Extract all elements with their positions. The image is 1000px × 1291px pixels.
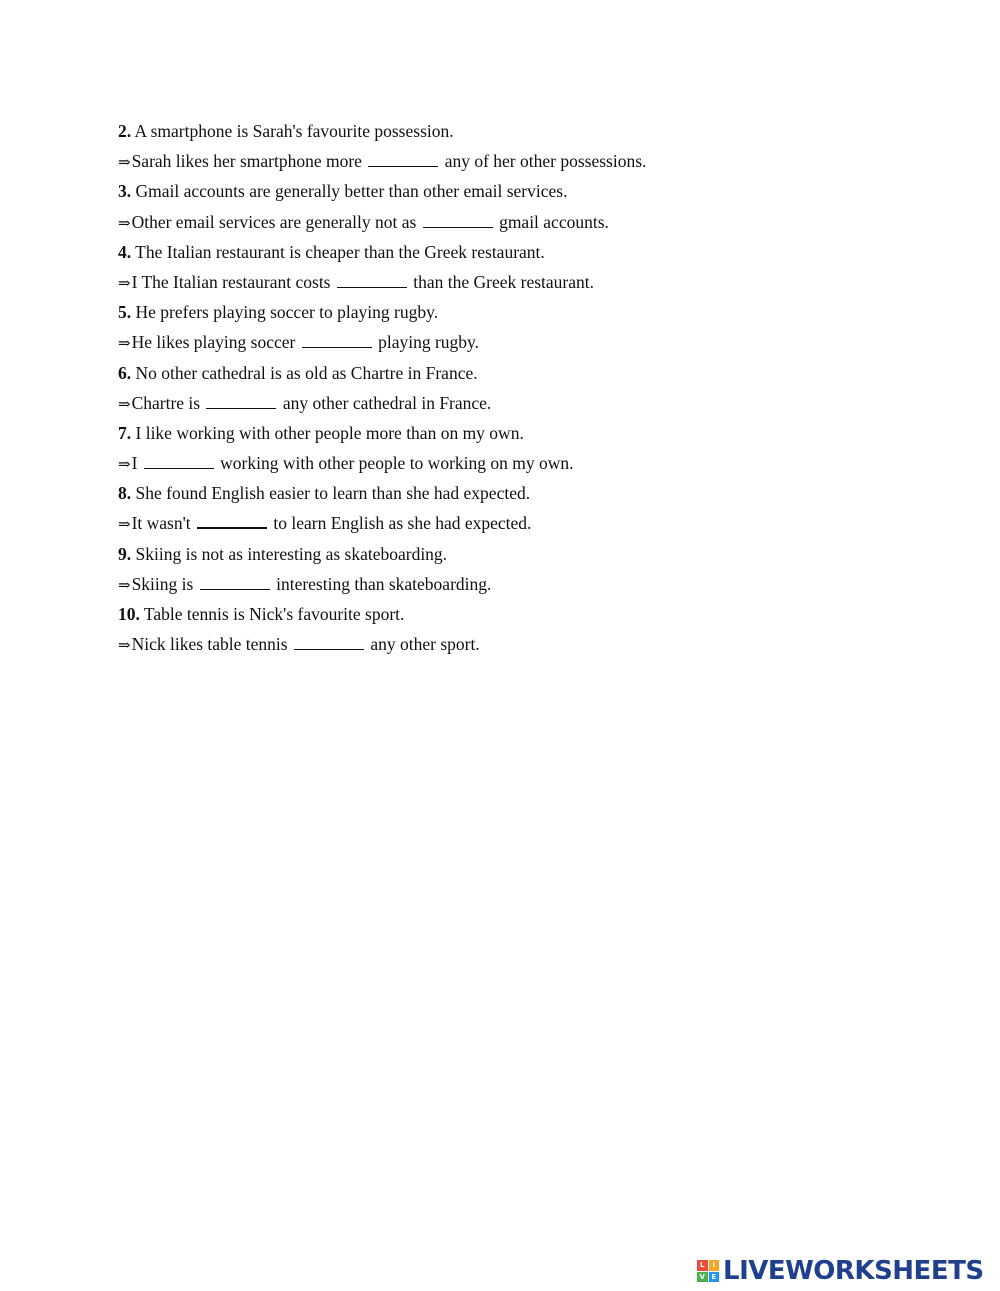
question-number: 4.	[118, 241, 132, 262]
rewrite-line	[118, 207, 938, 237]
liveworksheets-logo	[697, 1257, 984, 1285]
question-sentence: A smartphone is Sarah's favourite possession.	[131, 121, 454, 141]
rewrite-end: working with other people to working on my own.	[220, 453, 574, 474]
rewrite-end: interesting than skateboarding.	[276, 573, 492, 594]
rewrite-end: any of her other possessions.	[444, 151, 647, 172]
logo-letter: V	[697, 1272, 708, 1283]
logo-letter: I	[709, 1260, 720, 1271]
arrow-icon: ⇒	[118, 153, 131, 172]
question-number: 9.	[118, 543, 132, 564]
rewrite-end: than the Greek restaurant.	[413, 271, 595, 292]
answer-blank[interactable]	[144, 467, 214, 469]
arrow-icon: ⇒	[118, 636, 131, 655]
question-number: 8.	[118, 483, 132, 504]
rewrite-start: I	[131, 453, 138, 474]
rewrite-start: Nick likes table tennis	[131, 634, 288, 655]
question-line	[118, 237, 938, 267]
rewrite-start: He likes playing soccer	[131, 332, 296, 353]
answer-blank[interactable]	[337, 286, 407, 288]
rewrite-start: Chartre is	[131, 392, 201, 413]
exercise-list	[118, 116, 938, 659]
answer-blank[interactable]	[197, 526, 267, 529]
rewrite-line	[118, 629, 938, 659]
question-number: 2.	[118, 121, 132, 141]
rewrite-line	[118, 327, 938, 357]
logo-letter: E	[709, 1272, 720, 1283]
arrow-icon: ⇒	[118, 394, 131, 413]
question-number: 10.	[118, 604, 140, 624]
question-sentence: She found English easier to learn than she had expected.	[131, 483, 531, 504]
arrow-icon: ⇒	[118, 515, 131, 534]
rewrite-line	[118, 388, 938, 418]
logo-icon	[697, 1260, 719, 1282]
question-line	[118, 478, 938, 508]
rewrite-start: I The Italian restaurant costs	[131, 271, 331, 292]
rewrite-line	[118, 146, 938, 176]
arrow-icon: ⇒	[118, 575, 131, 594]
rewrite-start: Other email services are generally not as	[131, 211, 417, 232]
rewrite-line	[118, 448, 938, 478]
question-sentence: Gmail accounts are generally better than other email services.	[131, 181, 568, 202]
rewrite-start: Sarah likes her smartphone more	[131, 151, 362, 172]
answer-blank[interactable]	[294, 648, 364, 650]
question-sentence: The Italian restaurant is cheaper than the Greek restaurant.	[131, 241, 545, 262]
answer-blank[interactable]	[206, 407, 276, 409]
question-sentence: Table tennis is Nick's favourite sport.	[139, 604, 405, 624]
question-number: 6.	[118, 362, 132, 383]
question-number: 7.	[118, 422, 132, 443]
rewrite-end: any other cathedral in France.	[282, 392, 492, 413]
question-sentence: No other cathedral is as old as Chartre in France.	[131, 362, 478, 383]
question-line	[118, 176, 938, 206]
rewrite-end: any other sport.	[370, 634, 480, 655]
question-number: 3.	[118, 181, 132, 202]
question-sentence: I like working with other people more than on my own.	[131, 422, 524, 443]
question-line	[118, 116, 938, 146]
arrow-icon: ⇒	[118, 273, 131, 292]
rewrite-end: playing rugby.	[378, 332, 480, 353]
arrow-icon: ⇒	[118, 455, 131, 474]
arrow-icon: ⇒	[118, 334, 131, 353]
rewrite-line	[118, 267, 938, 297]
question-line	[118, 297, 938, 327]
brand-name: LIVEWORKSHEETS	[723, 1256, 984, 1286]
answer-blank[interactable]	[368, 165, 438, 167]
rewrite-start: It wasn't	[131, 513, 191, 534]
rewrite-line	[118, 569, 938, 599]
rewrite-line	[118, 508, 938, 538]
rewrite-end: to learn English as she had expected.	[273, 513, 532, 534]
rewrite-end: gmail accounts.	[499, 211, 609, 232]
question-line	[118, 539, 938, 569]
answer-blank[interactable]	[200, 588, 270, 590]
question-number: 5.	[118, 302, 132, 323]
answer-blank[interactable]	[302, 346, 372, 348]
question-sentence: Skiing is not as interesting as skateboarding.	[131, 543, 448, 564]
question-line	[118, 599, 938, 629]
question-line	[118, 418, 938, 448]
answer-blank[interactable]	[423, 226, 493, 228]
logo-letter: L	[697, 1260, 708, 1271]
arrow-icon: ⇒	[118, 213, 131, 232]
question-line	[118, 358, 938, 388]
question-sentence: He prefers playing soccer to playing rugby.	[131, 302, 439, 323]
rewrite-start: Skiing is	[131, 573, 194, 594]
